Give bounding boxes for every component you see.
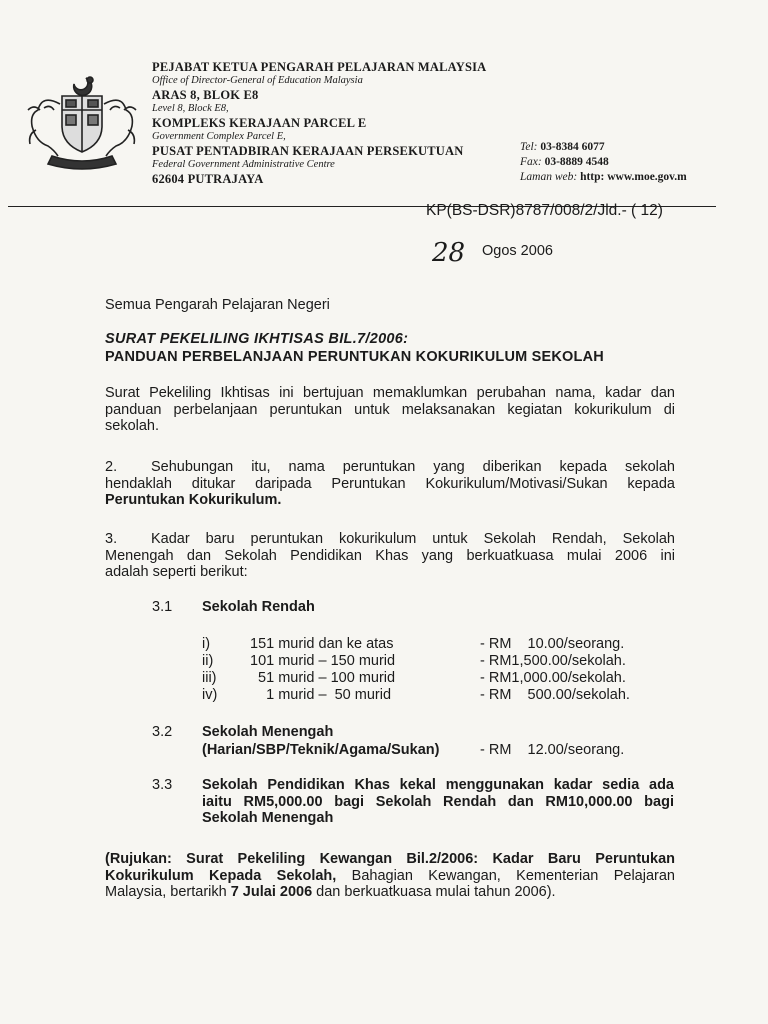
paragraph-2-first-line	[105, 459, 675, 476]
rate-row-enrolment: 101 murid – 150 murid	[250, 653, 396, 669]
paragraph-1-line: sekolah.	[105, 418, 160, 434]
office-address-block	[152, 60, 486, 186]
reference-note-text: Malaysia, bertarikh	[105, 884, 231, 900]
coat-of-arms-emblem	[22, 70, 142, 170]
contact-block	[520, 140, 687, 185]
section-text-line: Sekolah Pendidikan Khas kekal menggunakan kadar sedia ada	[202, 777, 674, 793]
paragraph-2-line: Sehubungan itu, nama peruntukan yang diberikan kepada sekolah	[151, 459, 675, 475]
address-level: ARAS 8, BLOK E8	[152, 88, 259, 102]
rate-list	[202, 636, 662, 708]
address-postcode: 62604 PUTRAJAYA	[152, 172, 264, 186]
telephone-line	[520, 140, 687, 155]
paragraph-2	[105, 459, 675, 509]
rate-row-amount: - RM 500.00/sekolah.	[480, 687, 630, 703]
reference-note	[105, 851, 675, 901]
reference-note-date: 7 Julai 2006	[230, 884, 313, 900]
recipient: Semua Pengarah Pelajaran Negeri	[105, 297, 330, 313]
website-url: http: www.moe.gov.m	[580, 171, 687, 183]
office-name: PEJABAT KETUA PENGARAH PELAJARAN MALAYSIA	[152, 60, 487, 74]
address-complex-english: Government Complex Parcel E,	[152, 131, 286, 142]
paragraph-number: 2.	[105, 459, 118, 475]
section-rate: - RM 12.00/seorang.	[480, 742, 625, 758]
reference-number: KP(BS-DSR)8787/008/2/Jld.- ( 12)	[426, 202, 663, 219]
subject-circular-number: SURAT PEKELILING IKHTISAS BIL.7/2006:	[105, 331, 409, 347]
telephone-label: Tel:	[520, 141, 538, 153]
section-title: Sekolah Menengah	[202, 724, 334, 740]
fax-number: 03-8889 4548	[544, 156, 609, 168]
office-name-english: Office of Director-General of Education Malaysia	[152, 75, 363, 86]
address-centre-english: Federal Government Administrative Centre	[152, 159, 335, 170]
reference-note-text: Bahagian Kewangan, Kementerian Pelajaran	[336, 867, 675, 884]
section-text-line: Sekolah Menengah	[202, 810, 334, 826]
section-text	[202, 777, 674, 827]
section-text-line: iaitu RM5,000.00 bagi Sekolah Rendah dan RM10,000.00 bagi	[202, 793, 674, 810]
section-subtitle: (Harian/SBP/Teknik/Agama/Sukan)	[202, 742, 440, 758]
paragraph-1-line: Surat Pekeliling Ikhtisas ini bertujuan memaklumkan perubahan nama, kadar dan	[105, 385, 675, 401]
date-text: Ogos 2006	[482, 243, 553, 259]
subject-title: PANDUAN PERBELANJAAN PERUNTUKAN KOKURIKULUM SEKOLAH	[105, 349, 604, 365]
address-complex: KOMPLEKS KERAJAAN PARCEL E	[152, 116, 367, 130]
reference-note-line	[105, 884, 675, 901]
rate-row-amount: - RM1,000.00/sekolah.	[480, 670, 626, 686]
date-day-handwritten: 28	[432, 238, 466, 268]
section-number: 3.2	[152, 724, 173, 740]
rate-row-number: i)	[202, 636, 211, 652]
rate-row-enrolment: 151 murid dan ke atas	[250, 636, 394, 652]
fax-label: Fax:	[520, 156, 542, 168]
paragraph-3-line: Menengah dan Sekolah Pendidikan Khas yang berkuatkuasa mulai 2006 ini	[105, 547, 675, 564]
rate-row-enrolment: 51 murid – 100 murid	[250, 670, 396, 686]
paragraph-3	[105, 531, 675, 581]
paragraph-3-line: Kadar baru peruntukan kokurikulum untuk Sekolah Rendah, Sekolah	[151, 531, 675, 547]
website-label: Laman web:	[520, 171, 578, 183]
address-centre: PUSAT PENTADBIRAN KERAJAAN PERSEKUTUAN	[152, 144, 464, 158]
reference-note-bold: Kokurikulum Kepada Sekolah,	[105, 867, 337, 884]
paragraph-1	[105, 385, 675, 435]
rate-row-number: iii)	[202, 670, 217, 686]
rate-row-number: ii)	[202, 653, 214, 669]
section-title: Sekolah Rendah	[202, 599, 315, 615]
paragraph-3-line: adalah seperti berikut:	[105, 564, 248, 580]
reference-note-line: (Rujukan: Surat Pekeliling Kewangan Bil.2/2006: Kadar Baru Peruntukan	[105, 851, 675, 867]
rate-row-enrolment: 1 murid – 50 murid	[250, 687, 392, 703]
rate-row-number: iv)	[202, 687, 218, 703]
paragraph-3-first-line	[105, 531, 675, 548]
paragraph-1-line: panduan perbelanjaan peruntukan untuk melaksanakan kegiatan kokurikulum di	[105, 401, 675, 418]
section-number: 3.3	[152, 777, 173, 793]
rate-row-amount: - RM 10.00/seorang.	[480, 636, 625, 652]
reference-note-line	[105, 868, 675, 885]
telephone-number: 03-8384 6077	[540, 141, 605, 153]
fax-line	[520, 155, 687, 170]
website-line	[520, 170, 687, 185]
rate-row-amount: - RM1,500.00/sekolah.	[480, 653, 626, 669]
address-level-english: Level 8, Block E8,	[152, 103, 229, 114]
paragraph-2-line: Peruntukan Kokurikulum.	[105, 492, 282, 508]
paragraph-number: 3.	[105, 531, 118, 547]
section-number: 3.1	[152, 599, 173, 615]
reference-note-text: dan berkuatkuasa mulai tahun 2006).	[312, 884, 556, 900]
paragraph-2-line: hendaklah ditukar daripada Peruntukan Kokurikulum/Motivasi/Sukan kepada	[105, 475, 675, 492]
